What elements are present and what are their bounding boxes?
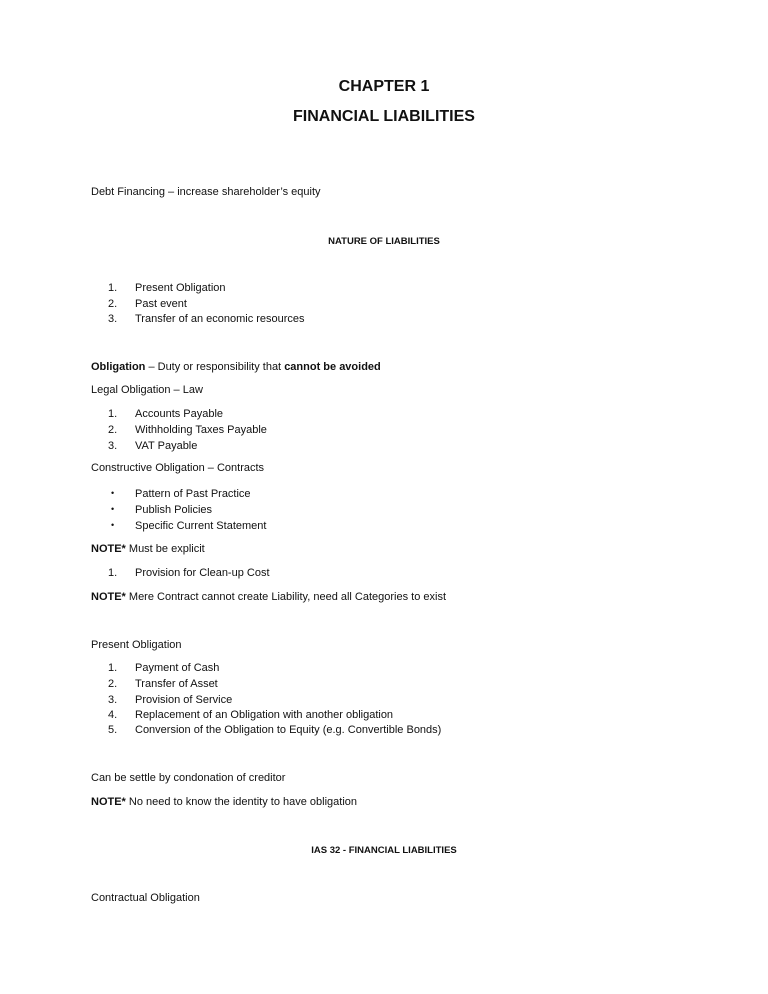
present-obligation-label: Present Obligation	[91, 639, 182, 651]
contractual-obligation-label: Contractual Obligation	[91, 892, 200, 904]
chapter-number: CHAPTER 1	[338, 78, 430, 95]
section-heading-nature: NATURE OF LIABILITIES	[328, 236, 440, 247]
chapter-title: FINANCIAL LIABILITIES	[293, 108, 475, 125]
bullet-icon: •	[111, 520, 115, 530]
bullet-icon: •	[111, 488, 115, 498]
bullet-icon: •	[111, 504, 115, 514]
section-heading-ias32: IAS 32 - FINANCIAL LIABILITIES	[311, 845, 457, 856]
note-mere-contract: NOTE* Mere Contract cannot create Liability, need all Categories to exist	[91, 591, 447, 603]
condonation-text: Can be settle by condonation of creditor	[91, 772, 286, 784]
constructive-obligation-label: Constructive Obligation – Contracts	[91, 462, 265, 474]
note-identity: NOTE* No need to know the identity to have obligation	[91, 796, 357, 808]
note-explicit: NOTE* Must be explicit	[91, 543, 205, 555]
intro-text: Debt Financing – increase shareholder’s equity	[91, 186, 321, 198]
obligation-definition: Obligation – Duty or responsibility that cannot be avoided	[91, 361, 381, 373]
legal-obligation-label: Legal Obligation – Law	[91, 384, 203, 396]
